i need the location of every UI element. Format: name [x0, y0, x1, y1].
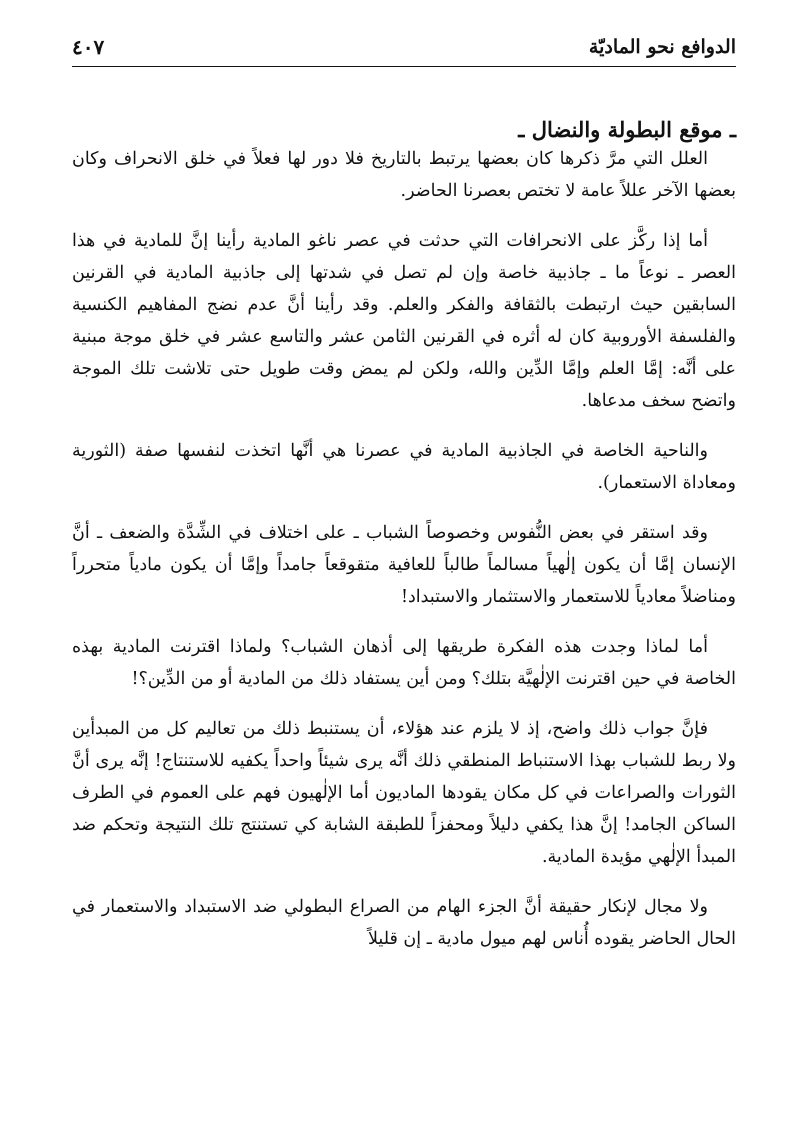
paragraph: أما لماذا وجدت هذه الفكرة طريقها إلى أذهان الشباب؟ ولماذا اقترنت المادية بهذه الخاصة في حين اقترنت الإلٰهيَّة بتلك؟ ومن أين يستفاد ذلك من المادية أو من الدِّين؟!: [72, 637, 736, 689]
paragraph-continued: ولا مجال لإنكار حقيقة أنَّ الجزء الهام من الصراع البطولي ضد الاستبداد والاستعمار في الحال الحاضر يقوده أُناس لهم ميول مادية ـ إن قليلاً: [72, 897, 736, 949]
paragraph: أما إذا ركَّز على الانحرافات التي حدثت في عصر ناغو المادية رأينا إنَّ للمادية في هذا العصر ـ نوعاً ما ـ جاذبية خاصة وإن لم تصل في شدتها إلى جاذبية المادية في القرنين السابقين حيث ارتبطت بالثقافة والفكر والعلم. وقد رأينا أنَّ عدم نضج المفاهيم الكنسية والفلسفة الأوروبية كان له أثره في القرنين الثامن عشر والتاسع عشر في خلق موجة مبنية على أنَّه: إمَّا العلم وإمَّا الدِّين والله، ولكن لم يمض وقت طويل حتى تلاشت تلك الموجة واتضح سخف مدعاها.: [72, 231, 736, 411]
header-divider: [72, 66, 736, 67]
page-number: ٤٠٧: [72, 35, 105, 59]
book-page: [72, 0, 736, 1146]
paragraph: العلل التي مرَّ ذكرها كان بعضها يرتبط بالتاريخ فلا دور لها فعلاً في خلق الانحراف وكان بعضها الآخر عللاً عامة لا تختص بعصرنا الحاضر.: [72, 149, 736, 201]
paragraph: وقد استقر في بعض النُّفوس وخصوصاً الشباب ـ على اختلاف في الشِّدَّة والضعف ـ أنَّ الإنسان إمَّا أن يكون إلٰهياً مسالماً طالباً للعافية متقوقعاً جامداً وإمَّا أن يكون مادياً متحرراً ومناضلاً معادياً للاستعمار والاستثمار والاستبداد!: [72, 523, 736, 607]
paragraph: فإنَّ جواب ذلك واضح، إذ لا يلزم عند هؤلاء، أن يستنبط ذلك من تعاليم كل من المبدأين ولا ربط للشباب بهذا الاستنباط المنطقي ذلك أنَّه يرى شيئاً واحداً يكفيه للاستنتاج! إنَّه يرى أنَّ الثورات والصراعات في كل مكان يقودها الماديون أما الإلٰهيون فهم على العموم في الطرف الساكن الجامد! إنَّ هذا يكفي دليلاً ومحفزاً للطبقة الشابة كي تستنتج تلك النتيجة وتحكم ضد المبدأ الإلٰهي مؤيدة المادية.: [72, 719, 736, 867]
body-text: [72, 143, 736, 973]
running-header: [72, 28, 736, 62]
section-heading: ـ موقع البطولة والنضال ـ: [518, 117, 736, 143]
paragraph: والناحية الخاصة في الجاذبية المادية في عصرنا هي أنَّها اتخذت لنفسها صفة (الثورية ومعاداة الاستعمار).: [72, 441, 736, 493]
running-header-title: الدوافع نحو الماديّة: [588, 36, 736, 58]
